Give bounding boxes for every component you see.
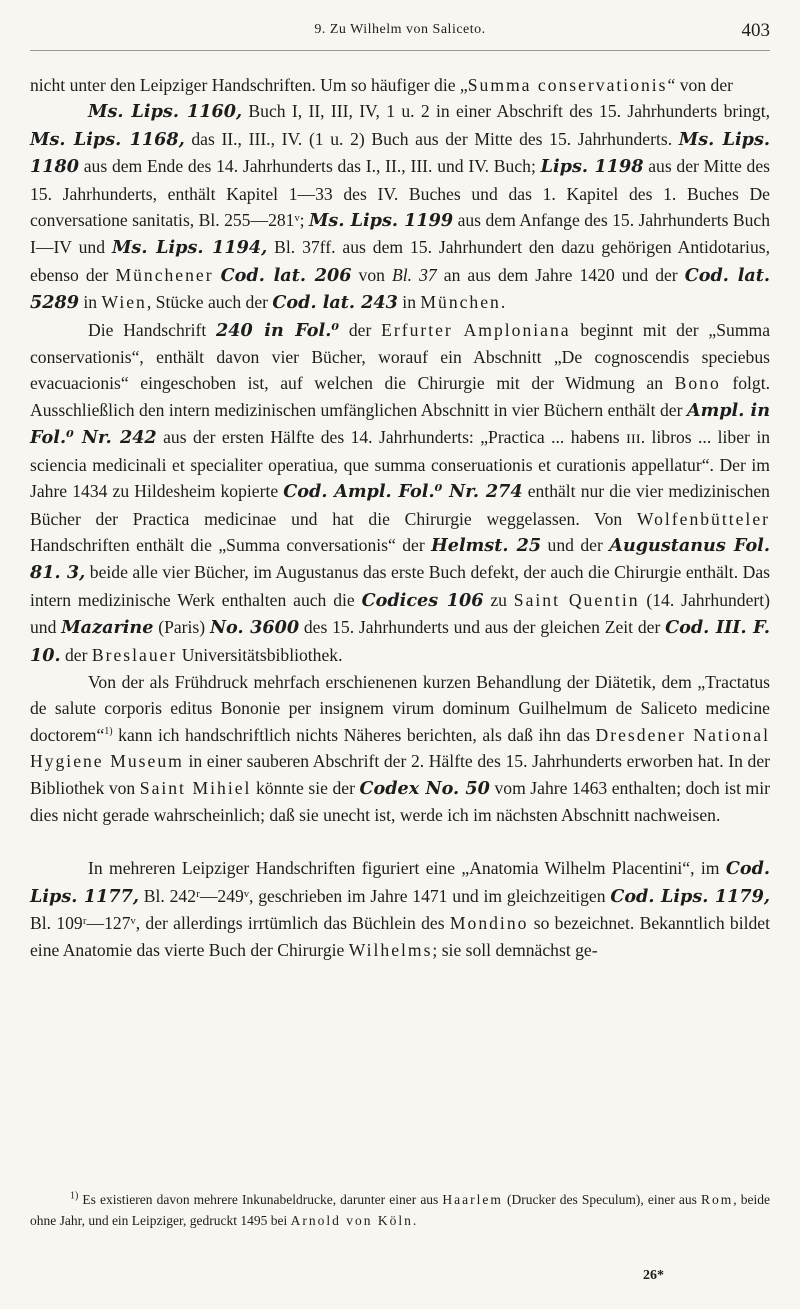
manuscript-ref: Cod. lat. 206 <box>220 264 352 286</box>
spaced-text: Münchener <box>115 264 214 285</box>
manuscript-ref: Codices 106 <box>361 589 484 611</box>
text-run: des 15. Jahrhunderts und aus der gleichen Zeit der <box>299 617 666 638</box>
text-run: nicht unter den Leipziger Handschriften. Um so häufiger die „ <box>30 75 468 95</box>
page-number: 403 <box>741 20 770 41</box>
running-head: 9. Zu Wilhelm von Saliceto. <box>314 22 486 37</box>
text-run: in <box>397 292 421 313</box>
text-run: . <box>412 1213 417 1228</box>
footnote-1 <box>30 1189 770 1231</box>
manuscript-ref: Ampl. in Fol.⁰ Nr. 242 <box>30 399 771 449</box>
text-run: aus dem Anfange des 15. Jahrhunderts Buch I—IV und <box>30 210 771 258</box>
text-run: Bl. 242ʳ—249ᵛ, geschrieben im Jahre 1471 und im gleichzeitigen <box>139 885 611 906</box>
page-header <box>30 18 770 51</box>
sheet-signature: 26* <box>643 1268 664 1283</box>
text-run: Handschriften enthält die „Summa conversationis“ der <box>30 534 432 555</box>
text-run: aus der ersten Hälfte des 14. Jahrhunderts: „Practica ... habens ɪɪɪ. libros ... liber in sciencia medicinali et specialiter operatiua, que summa conseruationis et curationis appellatur“. Der im Jahre 1434 zu Hildesheim kopierte <box>30 427 770 502</box>
text-run: von <box>351 264 392 285</box>
text-run: so bezeichnet. Bekanntlich bildet eine Anatomie das vierte Buch der Chirurgie <box>30 913 770 960</box>
spaced-text: Saint Quentin <box>513 589 640 610</box>
paragraph-3 <box>30 669 770 828</box>
spaced-text: Mondino <box>449 913 529 934</box>
manuscript-ref: Ms. Lips. 1199 <box>308 210 454 232</box>
text-run: (Drucker des Speculum), einer aus <box>502 1192 702 1207</box>
text-run: könnte sie der <box>251 777 360 798</box>
text-run: in einer sauberen Abschrift der 2. Hälfte des 15. Jahrhunderts erworben hat. In der Bibliothek von <box>30 751 770 798</box>
text-run: Universitätsbibliothek. <box>177 644 343 665</box>
manuscript-ref: Ms. Lips. 1194, <box>111 237 268 259</box>
main-text <box>30 72 770 963</box>
text-run: (14. Jahrhundert) und <box>30 589 771 638</box>
manuscript-ref: 240 in Fol.⁰ <box>216 319 340 341</box>
text-run: kann ich handschriftlich nichts Näheres berichten, als daß ihn das <box>112 724 596 745</box>
text-run: der <box>339 319 382 340</box>
text-run: und der <box>541 534 610 555</box>
paragraph-4 <box>30 855 770 963</box>
text-run: aus dem Ende des 14. Jahrhunderts das I., II., III. und IV. Buch; <box>78 156 541 177</box>
manuscript-ref: Cod. Lips. 1179, <box>610 885 771 907</box>
footnote-ref[interactable]: 1) <box>104 725 113 737</box>
text-run: folgt. Ausschließlich den intern medizinischen umfänglichen Abschnitt in vier Büchern enthält der <box>30 373 770 420</box>
text-run: enthält nur die vier medizinischen Bücher der Practica medicinae und hat die Chirurgie weggelassen. Von <box>30 481 770 529</box>
manuscript-ref: Cod. Lips. 1177, <box>30 858 770 907</box>
text-run: “ von der <box>667 75 733 95</box>
text-run: in <box>78 292 102 313</box>
text-run: zu <box>483 589 514 610</box>
spaced-text: Wolfenbütteler <box>636 508 770 529</box>
spaced-text: Arnold von Köln <box>290 1213 413 1228</box>
spaced-text: München <box>420 292 501 313</box>
spaced-text: Bono <box>674 373 721 394</box>
footnotes <box>30 1189 770 1231</box>
manuscript-ref: Cod. III. F. 10. <box>30 617 771 666</box>
spaced-text: Dresdener National Hygiene Museum <box>30 724 770 772</box>
manuscript-ref: Mazarine <box>61 617 154 639</box>
text-run: Es existieren davon mehrere Inkunabeldrucke, darunter einer aus <box>78 1192 443 1207</box>
text-run: Bl. 37ff. aus dem 15. Jahrhundert den dazu gehörigen Antidotarius, ebenso der <box>30 237 770 285</box>
spaced-text: Wien <box>101 292 147 313</box>
spaced-text: Rom <box>701 1192 734 1207</box>
manuscript-ref: Lips. 1198 <box>540 156 644 178</box>
text-run: aus der Mitte des 15. Jahrhunderts, enthält Kapitel 1—33 des IV. Buches und das 1. Kapitel des 1. Buches De conversatione sanitatis, Bl. 255—281ᵛ; <box>30 156 770 231</box>
manuscript-ref: Codex No. 50 <box>359 777 490 799</box>
footnote-mark: 1) <box>70 1190 79 1202</box>
text-run: der <box>60 644 92 665</box>
text-run: , Stücke auch der <box>146 292 273 313</box>
spaced-text: Saint Mihiel <box>139 777 252 798</box>
spaced-text: Haarlem <box>442 1192 503 1207</box>
text-run: , beide ohne Jahr, und ein Leipziger, gedruckt 1495 bei <box>30 1192 770 1228</box>
text-run: (Paris) <box>153 617 210 638</box>
italic-text: Bl. 37 <box>392 264 437 285</box>
text-run: Von der als Frühdruck mehrfach erschienenen kurzen Behandlung der Diätetik, dem „Tractatus de salute corporis editus Bononie per insignem virum dominum Guilhelmum de Saliceto medicine doctorem“ <box>30 671 770 745</box>
text-run: beide alle vier Bücher, im Augustanus das erste Buch defekt, der auch die Chirurgie enthält. Das intern medizinische Werk enthalten auch die <box>30 562 770 610</box>
manuscript-ref: Ms. Lips. 1160, <box>88 101 243 123</box>
manuscript-ref: No. 3600 <box>209 617 300 639</box>
spaced-text: Wilhelms <box>348 939 433 960</box>
manuscript-ref: Ms. Lips. 1180 <box>30 128 770 178</box>
text-run: ; sie soll demnächst ge- <box>432 939 598 960</box>
text-run: das II., III., IV. (1 u. 2) Buch aus der Mitte des 15. Jahrhunderts. <box>184 128 679 149</box>
manuscript-ref: Cod. lat. 5289 <box>30 264 771 314</box>
paragraph-2 <box>30 317 770 669</box>
text-run: Buch I, II, III, IV, 1 u. 2 in einer Abschrift des 15. Jahrhunderts bringt, <box>242 101 771 122</box>
spaced-text: Breslauer <box>91 644 178 665</box>
manuscript-ref: Cod. Ampl. Fol.⁰ Nr. 274 <box>283 481 523 503</box>
text-run: an aus dem Jahre 1420 und der <box>436 264 685 285</box>
manuscript-ref: Cod. lat. 243 <box>272 292 398 314</box>
spaced-text: Summa conservationis <box>467 75 668 95</box>
paragraph-1-cont <box>30 98 770 316</box>
manuscript-ref: Helmst. 25 <box>431 534 542 556</box>
manuscript-ref: Augustanus Fol. 81. 3, <box>30 534 770 584</box>
text-run: beginnt mit der „Summa conservationis“, enthält davon vier Bücher, worauf ein Abschnitt „De cognoscendis speciebus evacuacionis“ eingeschoben ist, auf welchen die Chirurgie mit der Widmung an <box>30 319 770 394</box>
manuscript-ref: Ms. Lips. 1168, <box>30 128 185 150</box>
spaced-text: Erfurter Amploniana <box>381 319 571 340</box>
paragraph-1 <box>30 72 770 98</box>
text-run: In mehreren Leipziger Handschriften figuriert eine „Anatomia Wilhelm Placentini“, im <box>88 858 726 879</box>
text-run: Bl. 109ʳ—127ᵛ, der allerdings irrtümlich das Büchlein des <box>30 913 450 934</box>
text-run: Die Handschrift <box>88 319 217 340</box>
text-run: . <box>500 292 506 313</box>
text-run: vom Jahre 1463 enthalten; doch ist mir dies nicht gerade wahrscheinlich; daß sie unecht ist, werde ich im nächsten Abschnitt nachweisen. <box>30 777 770 825</box>
